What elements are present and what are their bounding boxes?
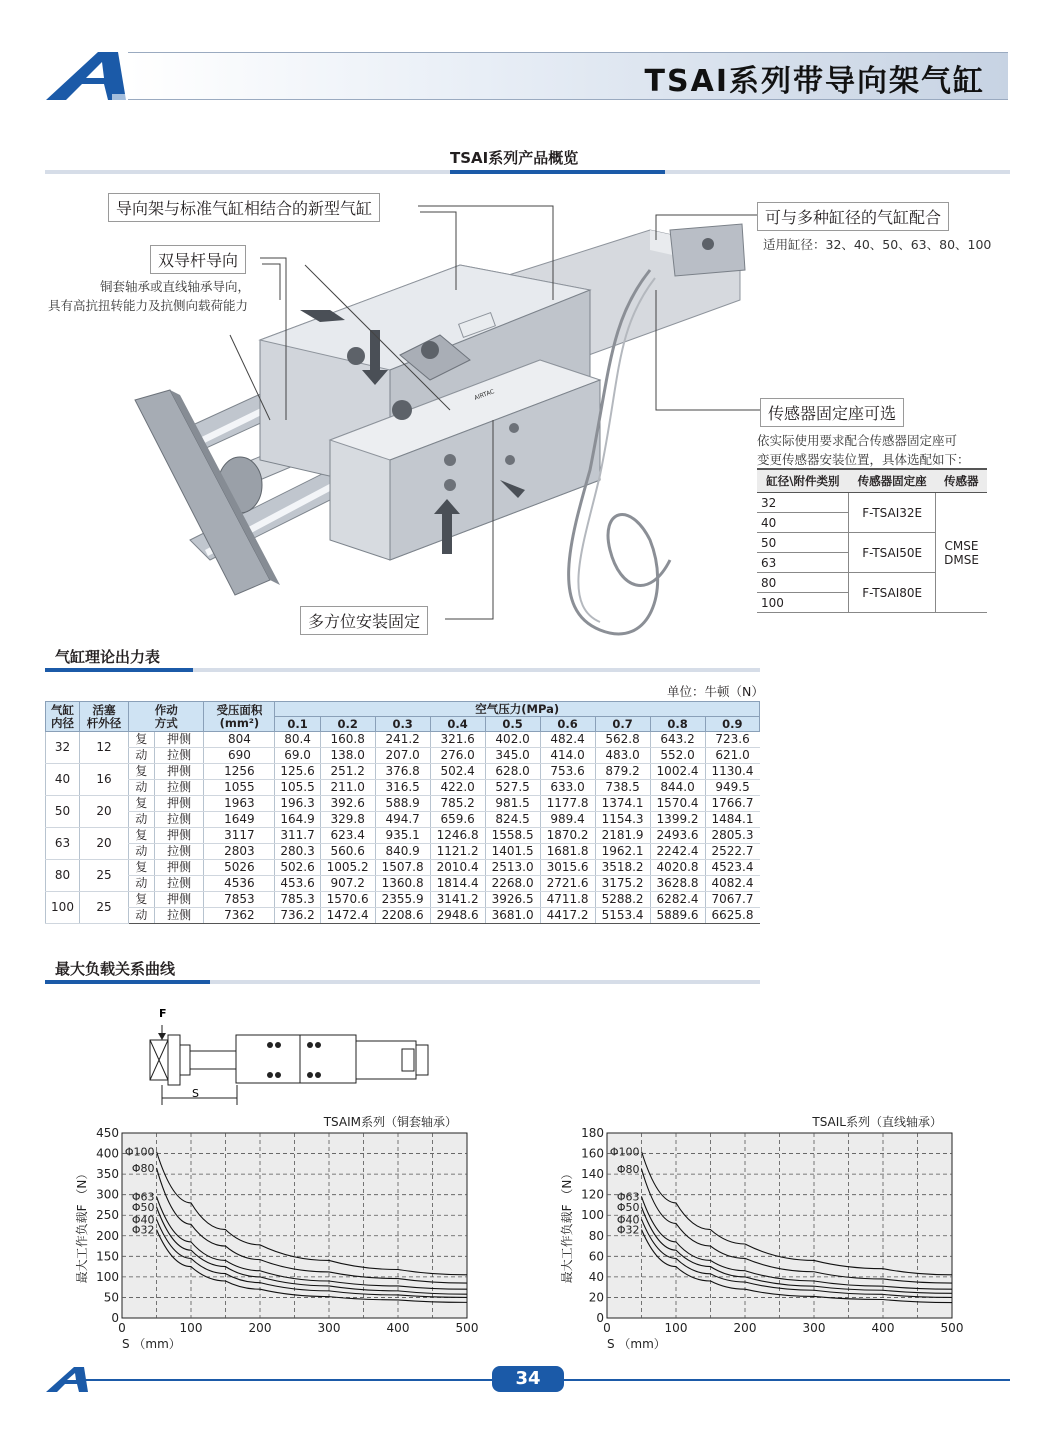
rod-cell: 25 xyxy=(80,892,129,924)
force-value-cell: 643.2 xyxy=(650,732,705,748)
callout-mounting: 多方位安装固定 xyxy=(300,606,428,635)
series-label: Φ40 xyxy=(131,1213,155,1227)
force-value-cell: 1484.1 xyxy=(705,812,759,828)
load-title: 最大负载关系曲线 xyxy=(55,960,176,978)
force-value-cell: 329.8 xyxy=(320,812,375,828)
header-action-1: 作动 xyxy=(154,702,178,717)
y-tick-label: 100 xyxy=(581,1208,604,1223)
force-value-cell: 560.6 xyxy=(320,844,375,860)
schematic-f-label: F xyxy=(159,1007,167,1020)
force-value-cell: 785.2 xyxy=(430,796,485,812)
y-tick-label: 300 xyxy=(96,1187,119,1202)
table-row xyxy=(46,892,760,908)
bore-note: 适用缸径：32、40、50、63、80、100 xyxy=(763,237,992,252)
y-tick-label: 80 xyxy=(588,1228,604,1243)
sensor-bore: 50 xyxy=(757,533,849,553)
action-cell: 动 xyxy=(129,812,155,828)
table-row xyxy=(46,764,760,780)
header-rod-1: 活塞 xyxy=(92,702,116,717)
force-value-cell: 251.2 xyxy=(320,764,375,780)
table-row xyxy=(46,780,760,796)
table-row xyxy=(46,812,760,828)
photo-brand-label: AIRTAC xyxy=(473,388,496,402)
page-title: TSAI系列带导向架气缸 xyxy=(644,64,985,99)
force-value-cell: 138.0 xyxy=(320,748,375,764)
force-value-cell: 738.5 xyxy=(595,780,650,796)
force-value-cell: 628.0 xyxy=(485,764,540,780)
bore-cell: 50 xyxy=(46,796,80,828)
force-value-cell: 80.4 xyxy=(275,732,320,748)
area-cell: 4536 xyxy=(204,876,275,892)
pressure-header: 0.3 xyxy=(375,717,430,732)
x-tick-label: 400 xyxy=(871,1321,895,1335)
force-value-cell: 935.1 xyxy=(375,828,430,844)
table-row xyxy=(46,844,760,860)
force-value-cell: 2493.6 xyxy=(650,828,705,844)
force-value-cell: 6282.4 xyxy=(650,892,705,908)
sensor-bore: 32 xyxy=(757,493,849,513)
rod-cell: 16 xyxy=(80,764,129,796)
rod-cell: 12 xyxy=(80,732,129,764)
force-value-cell: 552.0 xyxy=(650,748,705,764)
side-cell: 押侧 xyxy=(154,796,204,812)
force-value-cell: 160.8 xyxy=(320,732,375,748)
series-label: Φ32 xyxy=(616,1223,640,1237)
guide-note-2: 具有高抗扭转能力及抗侧向载荷能力 xyxy=(48,298,249,313)
load-rule xyxy=(45,980,760,984)
force-value-cell: 527.5 xyxy=(485,780,540,796)
action-cell: 动 xyxy=(129,908,155,924)
series-label: Φ63 xyxy=(131,1190,155,1204)
force-value-cell: 2805.3 xyxy=(705,828,759,844)
force-value-cell: 321.6 xyxy=(430,732,485,748)
side-cell: 拉侧 xyxy=(154,748,204,764)
chart-tsail xyxy=(545,1108,975,1358)
action-cell: 复 xyxy=(129,764,155,780)
force-value-cell: 1360.8 xyxy=(375,876,430,892)
force-value-cell: 453.6 xyxy=(275,876,320,892)
x-tick-label: 300 xyxy=(317,1321,341,1335)
force-value-cell: 5889.6 xyxy=(650,908,705,924)
force-value-cell: 6625.8 xyxy=(705,908,759,924)
sensor-bore: 63 xyxy=(757,553,849,573)
sensor-mount: F-TSAI32E xyxy=(849,493,936,533)
y-axis-label: 最大工作负载F （N） xyxy=(75,1167,89,1284)
force-value-cell: 3518.2 xyxy=(595,860,650,876)
x-tick-label: 500 xyxy=(455,1321,479,1335)
x-tick-label: 400 xyxy=(386,1321,410,1335)
force-value-cell: 494.7 xyxy=(375,812,430,828)
chart-tsaim xyxy=(60,1108,490,1358)
action-cell: 动 xyxy=(129,748,155,764)
area-cell: 5026 xyxy=(204,860,275,876)
force-value-cell: 1121.2 xyxy=(430,844,485,860)
action-cell: 动 xyxy=(129,780,155,796)
force-value-cell: 1374.1 xyxy=(595,796,650,812)
force-unit-note: 单位：牛顿（N） xyxy=(667,684,764,699)
force-value-cell: 2522.7 xyxy=(705,844,759,860)
force-value-cell: 2181.9 xyxy=(595,828,650,844)
side-cell: 押侧 xyxy=(154,764,204,780)
table-row xyxy=(46,860,760,876)
series-label: Φ80 xyxy=(616,1162,640,1176)
y-tick-label: 0 xyxy=(596,1311,604,1325)
force-value-cell: 502.4 xyxy=(430,764,485,780)
area-cell: 804 xyxy=(204,732,275,748)
force-value-cell: 2268.0 xyxy=(485,876,540,892)
area-cell: 2803 xyxy=(204,844,275,860)
table-row xyxy=(46,748,760,764)
y-tick-label: 450 xyxy=(96,1126,119,1140)
sensor-bore: 80 xyxy=(757,573,849,593)
force-value-cell: 4523.4 xyxy=(705,860,759,876)
rod-cell: 25 xyxy=(80,860,129,892)
side-cell: 押侧 xyxy=(154,860,204,876)
header-bore xyxy=(46,702,80,732)
force-value-cell: 949.5 xyxy=(705,780,759,796)
bore-cell: 32 xyxy=(46,732,80,764)
pressure-header: 0.9 xyxy=(705,717,759,732)
force-value-cell: 280.3 xyxy=(275,844,320,860)
force-value-cell: 1814.4 xyxy=(430,876,485,892)
force-value-cell: 241.2 xyxy=(375,732,430,748)
side-cell: 拉侧 xyxy=(154,876,204,892)
force-value-cell: 345.0 xyxy=(485,748,540,764)
side-cell: 押侧 xyxy=(154,892,204,908)
area-cell: 7853 xyxy=(204,892,275,908)
force-value-cell: 2010.4 xyxy=(430,860,485,876)
area-cell: 3117 xyxy=(204,828,275,844)
header-area xyxy=(204,702,275,732)
action-cell: 复 xyxy=(129,732,155,748)
sensor-bore: 100 xyxy=(757,593,849,613)
force-value-cell: 69.0 xyxy=(275,748,320,764)
bore-cell: 100 xyxy=(46,892,80,924)
y-axis-label: 最大工作负载F （N） xyxy=(560,1167,574,1284)
sensor-note-2: 变更传感器安装位置，具体选配如下： xyxy=(757,452,970,467)
load-schematic xyxy=(140,1005,440,1105)
force-table xyxy=(45,701,760,924)
force-value-cell: 1766.7 xyxy=(705,796,759,812)
area-cell: 1055 xyxy=(204,780,275,796)
y-tick-label: 140 xyxy=(581,1167,604,1182)
area-cell: 1963 xyxy=(204,796,275,812)
force-value-cell: 392.6 xyxy=(320,796,375,812)
table-row xyxy=(46,796,760,812)
force-value-cell: 5288.2 xyxy=(595,892,650,908)
force-value-cell: 981.5 xyxy=(485,796,540,812)
y-tick-label: 40 xyxy=(588,1269,604,1284)
force-value-cell: 1870.2 xyxy=(540,828,595,844)
x-axis-label: S （mm） xyxy=(607,1337,666,1351)
force-value-cell: 402.0 xyxy=(485,732,540,748)
x-tick-label: 100 xyxy=(179,1321,203,1335)
y-tick-label: 0 xyxy=(111,1311,119,1325)
x-tick-label: 0 xyxy=(118,1321,126,1335)
header-bore-1: 气缸 xyxy=(51,702,74,717)
force-value-cell: 1154.3 xyxy=(595,812,650,828)
action-cell: 复 xyxy=(129,860,155,876)
force-value-cell: 414.0 xyxy=(540,748,595,764)
series-label: Φ32 xyxy=(131,1223,155,1237)
header-area-2: (mm²) xyxy=(219,715,260,730)
force-value-cell: 7067.7 xyxy=(705,892,759,908)
side-cell: 押侧 xyxy=(154,828,204,844)
force-value-cell: 1681.8 xyxy=(540,844,595,860)
header-area-1: 受压面积 xyxy=(216,702,263,717)
callout-bore-compat: 可与多种缸径的气缸配合 xyxy=(757,202,949,231)
schematic-s-label: S xyxy=(192,1087,199,1100)
force-value-cell: 211.0 xyxy=(320,780,375,796)
force-value-cell: 3175.2 xyxy=(595,876,650,892)
x-tick-label: 300 xyxy=(802,1321,826,1335)
table-row xyxy=(46,828,760,844)
y-tick-label: 160 xyxy=(581,1146,604,1161)
x-tick-label: 0 xyxy=(603,1321,611,1335)
page-number: 34 xyxy=(492,1366,564,1392)
header-rod xyxy=(80,702,129,732)
force-value-cell: 3141.2 xyxy=(430,892,485,908)
area-cell: 7362 xyxy=(204,908,275,924)
header-pressure: 空气压力(MPa) xyxy=(275,702,760,717)
force-value-cell: 736.2 xyxy=(275,908,320,924)
pressure-header: 0.7 xyxy=(595,717,650,732)
bore-cell: 80 xyxy=(46,860,80,892)
force-value-cell: 659.6 xyxy=(430,812,485,828)
force-value-cell: 1177.8 xyxy=(540,796,595,812)
force-value-cell: 1570.4 xyxy=(650,796,705,812)
series-label: Φ100 xyxy=(609,1145,640,1159)
y-tick-label: 100 xyxy=(96,1269,119,1284)
sensor-note-1: 依实际使用要求配合传感器固定座可 xyxy=(757,433,958,448)
force-value-cell: 1570.6 xyxy=(320,892,375,908)
force-value-cell: 723.6 xyxy=(705,732,759,748)
force-value-cell: 588.9 xyxy=(375,796,430,812)
force-value-cell: 824.5 xyxy=(485,812,540,828)
y-tick-label: 120 xyxy=(581,1187,604,1202)
force-value-cell: 482.4 xyxy=(540,732,595,748)
series-label: Φ100 xyxy=(124,1145,155,1159)
force-value-cell: 1558.5 xyxy=(485,828,540,844)
sensor-bore: 40 xyxy=(757,513,849,533)
force-value-cell: 1399.2 xyxy=(650,812,705,828)
bore-cell: 63 xyxy=(46,828,80,860)
chart-title: TSAIL系列（直线轴承） xyxy=(812,1115,942,1129)
force-value-cell: 105.5 xyxy=(275,780,320,796)
force-value-cell: 562.8 xyxy=(595,732,650,748)
force-value-cell: 2355.9 xyxy=(375,892,430,908)
force-value-cell: 1472.4 xyxy=(320,908,375,924)
action-cell: 动 xyxy=(129,876,155,892)
side-cell: 拉侧 xyxy=(154,780,204,796)
force-value-cell: 989.4 xyxy=(540,812,595,828)
x-tick-label: 100 xyxy=(664,1321,688,1335)
force-value-cell: 502.6 xyxy=(275,860,320,876)
y-tick-label: 180 xyxy=(581,1126,604,1140)
y-tick-label: 60 xyxy=(588,1249,604,1264)
force-value-cell: 422.0 xyxy=(430,780,485,796)
force-value-cell: 196.3 xyxy=(275,796,320,812)
y-tick-label: 350 xyxy=(96,1167,119,1182)
sensor-model-1: CMSE xyxy=(944,538,979,553)
table-row xyxy=(46,908,760,924)
header-action xyxy=(129,702,204,732)
sensor-mount: F-TSAI80E xyxy=(849,573,936,613)
force-value-cell: 1507.8 xyxy=(375,860,430,876)
pressure-header: 0.8 xyxy=(650,717,705,732)
side-cell: 拉侧 xyxy=(154,908,204,924)
force-value-cell: 844.0 xyxy=(650,780,705,796)
force-value-cell: 5153.4 xyxy=(595,908,650,924)
force-value-cell: 164.9 xyxy=(275,812,320,828)
series-label: Φ50 xyxy=(131,1201,155,1214)
force-value-cell: 207.0 xyxy=(375,748,430,764)
y-tick-label: 150 xyxy=(96,1249,119,1264)
area-cell: 690 xyxy=(204,748,275,764)
callout-sensor-mount: 传感器固定座可选 xyxy=(760,398,904,427)
force-value-cell: 2948.6 xyxy=(430,908,485,924)
force-value-cell: 3015.6 xyxy=(540,860,595,876)
force-value-cell: 4020.8 xyxy=(650,860,705,876)
force-value-cell: 316.5 xyxy=(375,780,430,796)
force-value-cell: 376.8 xyxy=(375,764,430,780)
force-value-cell: 483.0 xyxy=(595,748,650,764)
header-bore-2: 内径 xyxy=(51,715,74,730)
table-row xyxy=(46,876,760,892)
sensor-header-mount: 传感器固定座 xyxy=(849,469,936,493)
force-value-cell: 4711.8 xyxy=(540,892,595,908)
force-value-cell: 785.3 xyxy=(275,892,320,908)
side-cell: 拉侧 xyxy=(154,844,204,860)
force-value-cell: 2242.4 xyxy=(650,844,705,860)
area-cell: 1256 xyxy=(204,764,275,780)
rod-cell: 20 xyxy=(80,796,129,828)
force-value-cell: 623.4 xyxy=(320,828,375,844)
callout-main-feature: 导向架与标准气缸相结合的新型气缸 xyxy=(108,193,380,222)
pressure-header: 0.2 xyxy=(320,717,375,732)
series-label: Φ40 xyxy=(616,1213,640,1227)
force-value-cell: 4082.4 xyxy=(705,876,759,892)
force-value-cell: 1005.2 xyxy=(320,860,375,876)
overview-title: TSAI系列产品概览 xyxy=(450,149,579,167)
force-value-cell: 633.0 xyxy=(540,780,595,796)
force-value-cell: 3926.5 xyxy=(485,892,540,908)
action-cell: 复 xyxy=(129,796,155,812)
x-axis-label: S （mm） xyxy=(122,1337,181,1351)
header-action-2: 方式 xyxy=(154,715,178,730)
force-value-cell: 276.0 xyxy=(430,748,485,764)
guide-note-1: 铜套轴承或直线轴承导向， xyxy=(100,279,251,294)
callout-double-guide: 双导杆导向 xyxy=(150,245,246,274)
force-value-cell: 125.6 xyxy=(275,764,320,780)
side-cell: 拉侧 xyxy=(154,812,204,828)
force-value-cell: 753.6 xyxy=(540,764,595,780)
sensor-header-sensor: 传感器 xyxy=(936,469,987,493)
pressure-header: 0.4 xyxy=(430,717,485,732)
force-value-cell: 3628.8 xyxy=(650,876,705,892)
series-label: Φ80 xyxy=(131,1161,155,1175)
action-cell: 复 xyxy=(129,828,155,844)
y-tick-label: 200 xyxy=(96,1228,119,1243)
x-tick-label: 500 xyxy=(940,1321,964,1335)
y-tick-label: 400 xyxy=(96,1146,119,1161)
force-value-cell: 879.2 xyxy=(595,764,650,780)
force-value-cell: 1002.4 xyxy=(650,764,705,780)
force-value-cell: 2208.6 xyxy=(375,908,430,924)
force-value-cell: 2721.6 xyxy=(540,876,595,892)
bore-cell: 40 xyxy=(46,764,80,796)
sensor-header-bore: 缸径\附件类别 xyxy=(757,469,849,493)
series-label: Φ50 xyxy=(616,1201,640,1214)
force-value-cell: 311.7 xyxy=(275,828,320,844)
force-value-cell: 907.2 xyxy=(320,876,375,892)
pressure-header: 0.5 xyxy=(485,717,540,732)
sensor-mount: F-TSAI50E xyxy=(849,533,936,573)
force-value-cell: 4417.2 xyxy=(540,908,595,924)
y-tick-label: 20 xyxy=(588,1290,604,1305)
pressure-header: 0.1 xyxy=(275,717,320,732)
force-value-cell: 2513.0 xyxy=(485,860,540,876)
force-value-cell: 1130.4 xyxy=(705,764,759,780)
sensor-selection-table xyxy=(757,468,987,613)
y-tick-label: 50 xyxy=(103,1290,119,1305)
force-value-cell: 1962.1 xyxy=(595,844,650,860)
x-tick-label: 200 xyxy=(248,1321,272,1335)
action-cell: 动 xyxy=(129,844,155,860)
force-rule xyxy=(45,668,760,672)
chart-title: TSAIM系列（铜套轴承） xyxy=(323,1115,457,1129)
force-value-cell: 840.9 xyxy=(375,844,430,860)
y-tick-label: 250 xyxy=(96,1208,119,1223)
header-rod-2: 杆外径 xyxy=(86,715,122,730)
pressure-header: 0.6 xyxy=(540,717,595,732)
force-title: 气缸理论出力表 xyxy=(55,648,161,666)
side-cell: 押侧 xyxy=(154,732,204,748)
rod-cell: 20 xyxy=(80,828,129,860)
sensor-model-2: DMSE xyxy=(944,552,979,567)
action-cell: 复 xyxy=(129,892,155,908)
table-row xyxy=(46,732,760,748)
force-value-cell: 1246.8 xyxy=(430,828,485,844)
force-value-cell: 1401.5 xyxy=(485,844,540,860)
series-label: Φ63 xyxy=(616,1190,640,1204)
force-value-cell: 3681.0 xyxy=(485,908,540,924)
x-tick-label: 200 xyxy=(733,1321,757,1335)
force-value-cell: 621.0 xyxy=(705,748,759,764)
sensor-models xyxy=(936,493,987,613)
area-cell: 1649 xyxy=(204,812,275,828)
